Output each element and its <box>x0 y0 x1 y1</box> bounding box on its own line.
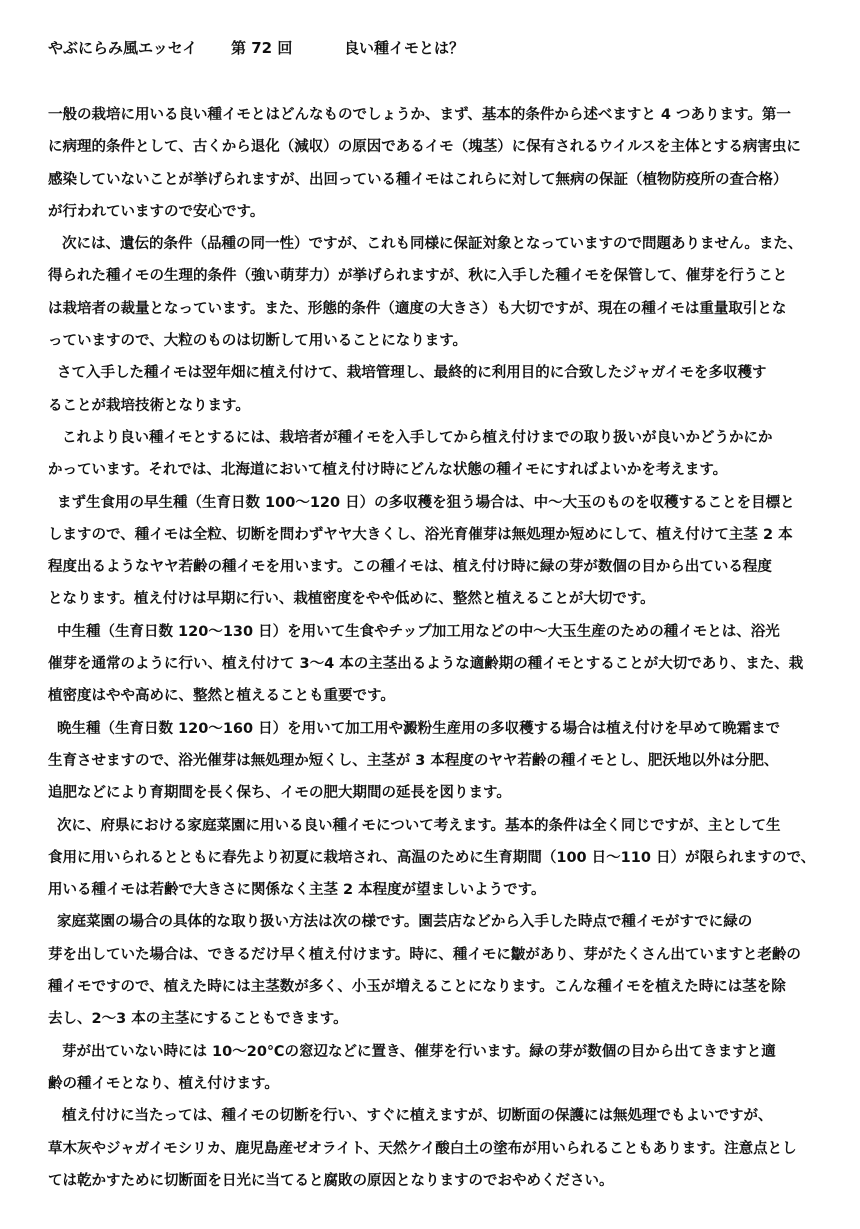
paragraph-first-line: これより良い種イモとするには、栽培者が種イモを入手してから植え付けまでの取り扱いが良いかどうかにか <box>62 429 773 446</box>
text-line: が行われていますので安心です。 <box>48 203 265 220</box>
text-line: 植密度はやや高めに、整然と植えることも重要です。 <box>48 688 395 705</box>
text-line: となります。植え付けは早期に行い、栽植密度をやや低めに、整然と植えることが大切です。 <box>48 591 655 608</box>
text-line: 去し、2〜3 本の主茎にすることもできます。 <box>48 1011 348 1028</box>
text-line: かっています。それでは、北海道において植え付け時にどんな状態の種イモにすればよいかを考えます。 <box>48 462 728 479</box>
paragraph-first-line: 中生種（生育日数 120〜130 日）を用いて生食やチップ加工用などの中〜大玉生産のための種イモとは、浴光 <box>57 623 780 640</box>
text-line: に病理的条件として、古くから退化（減収）の原因であるイモ（塊茎）に保有されるウイルスを主体とする病害虫に <box>48 139 801 156</box>
text-line: 追肥などにより育期間を長く保ち、イモの肥大期間の延長を図ります。 <box>48 785 511 802</box>
essay-header <box>48 36 838 60</box>
text-line: ては乾かすために切断面を日光に当てると腐敗の原因となりますのでおやめください。 <box>48 1172 614 1189</box>
text-line: 種イモですので、植えた時には主茎数が多く、小玉が増えることになります。こんな種イモを植えた時には茎を除 <box>48 979 786 996</box>
episode-number: 第 72 回 <box>231 39 293 57</box>
paragraph-first-line: 植え付けに当たっては、種イモの切断を行い、すぐに植えますが、切断面の保護には無処理でもよいですが、 <box>62 1108 773 1125</box>
paragraph-first-line: 次に、府県における家庭菜園に用いる良い種イモについて考えます。基本的条件は全く同じですが、主として生 <box>57 817 781 834</box>
text-line: 感染していないことが挙げられますが、出回っている種イモはこれらに対して無病の保証（植物防疫所の査合格） <box>48 171 788 188</box>
text-line: 一般の栽培に用いる良い種イモとはどんなものでしょうか、まず、基本的条件から述べますと 4 つあります。第一 <box>48 107 791 123</box>
paragraph-first-line: 次には、遺伝的条件（品種の同一性）ですが、これも同様に保証対象となっていますので問題ありません。また、 <box>62 236 803 253</box>
text-line: っていますので、大粒のものは切断して用いることになります。 <box>48 333 468 350</box>
text-line: は栽培者の裁量となっています。また、形態的条件（適度の大きさ）も大切ですが、現在の種イモは重量取引とな <box>48 300 787 317</box>
paragraph-first-line: 芽が出ていない時には 10〜20℃の窓辺などに置き、催芽を行います。緑の芽が数個の目から出てきますと適 <box>62 1043 776 1060</box>
essay-title: 良い種イモとは？ <box>344 39 465 57</box>
text-line: しますので、種イモは全粒、切断を問わずヤヤ大きくし、浴光育催芽は無処理か短めにして、植え付けて主茎 2 本 <box>48 526 793 543</box>
text-line: 食用に用いられるとともに春先より初夏に栽培され、高温のために生育期間（100 日〜110 日）が限られますので、 <box>48 849 816 866</box>
text-line: 得られた種イモの生理的条件（強い萌芽力）が挙げられますが、秋に入手した種イモを保管して、催芽を行うこと <box>48 268 788 285</box>
text-line: 齢の種イモとなり、植え付けます。 <box>48 1075 279 1092</box>
text-line: 程度出るようなヤヤ若齢の種イモを用います。この種イモは、植え付け時に緑の芽が数個の目から出ている程度 <box>48 559 772 576</box>
text-line: 生育させますので、浴光催芽は無処理か短くし、主茎が 3 本程度のヤヤ若齢の種イモとし、肥沃地以外は分肥、 <box>48 752 779 769</box>
text-line: 催芽を通常のように行い、植え付けて 3〜4 本の主茎出るような適齢期の種イモとすることが大切であり、また、栽 <box>48 656 804 673</box>
paragraph-first-line: 晩生種（生育日数 120〜160 日）を用いて加工用や澱粉生産用の多収穫する場合は植え付けを早めて晩霜まで <box>57 720 781 737</box>
paragraph-first-line: 家庭菜園の場合の具体的な取り扱い方法は次の様です。園芸店などから入手した時点で種イモがすでに緑の <box>57 914 753 931</box>
text-line: 草木灰やジャガイモシリカ、鹿児島産ゼオライト、天然ケイ酸白土の塗布が用いられることもあります。注意点とし <box>48 1140 797 1157</box>
paragraph-first-line: さて入手した種イモは翌年畑に植え付けて、栽培管理し、最終的に利用目的に合致したジャガイモを多収穫す <box>57 365 767 382</box>
text-line: ることが栽培技術となります。 <box>48 397 250 414</box>
essay-body <box>48 99 840 1197</box>
essay-series-title: やぶにらみ風エッセイ <box>48 39 198 57</box>
paragraph-first-line: まず生食用の早生種（生育日数 100〜120 日）の多収穫を狙う場合は、中〜大玉のものを収穫することを目標と <box>57 494 795 511</box>
text-line: 用いる種イモは若齢で大きさに関係なく主茎 2 本程度が望ましいようです。 <box>48 882 546 899</box>
text-line: 芽を出していた場合は、できるだけ早く植え付けます。時に、種イモに皺があり、芽がたくさん出ていますと老齢の <box>48 946 801 963</box>
